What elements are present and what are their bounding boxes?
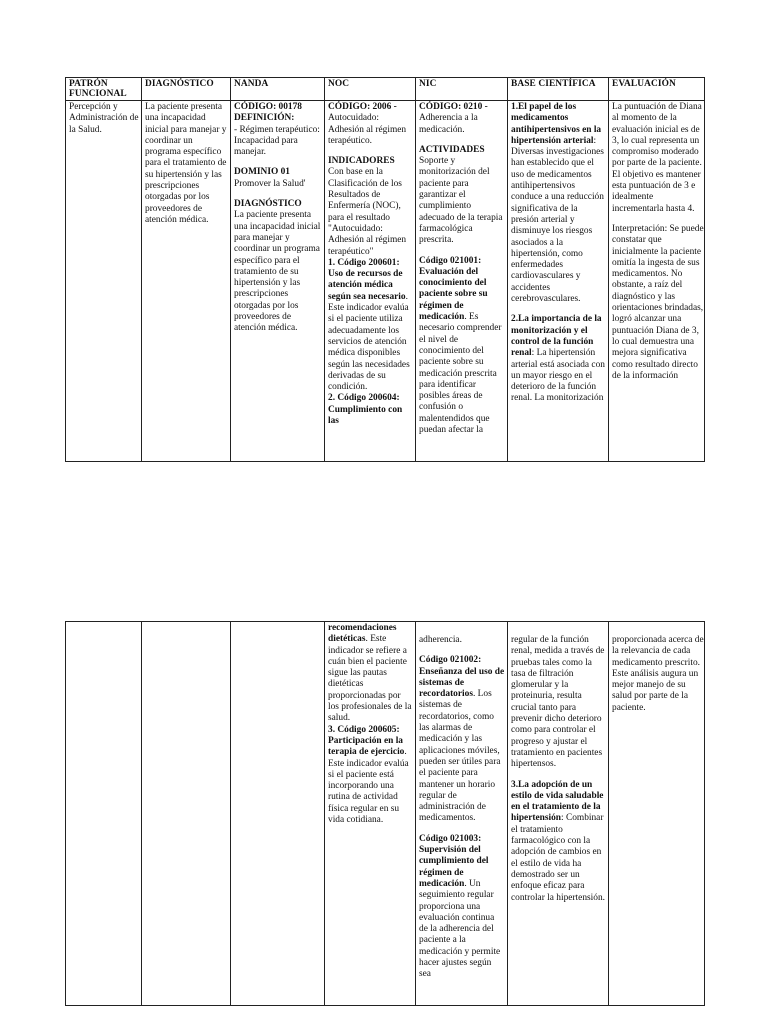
header-noc: NOC	[325, 78, 416, 100]
cell-base-cientifica-cont	[508, 622, 609, 1005]
cell-patron-funcional	[66, 101, 142, 461]
base-point-2-title: 2.La importancia de la monitorización y el control de la función renal	[511, 314, 602, 359]
base-point-2-cont: regular de la función renal, medida a través de pruebas tales como la tasa de filtración glomerular y la proteinuria, resulta crucial tanto para prevenir dicho deterioro como para controlar el progreso y ajustar el tratamiento en pacientes hipertensos.	[511, 635, 605, 770]
nic-activity-3-title: Código 021003: Supervisión del cumplimiento del régimen de medicación	[419, 833, 489, 889]
nic-actividades-text: Soporte y monitorización del paciente para garantizar el cumplimiento adecuado de la terapia farmacológica prescrita.	[419, 156, 503, 246]
nanda-dominio-text: Promover la Salud'	[234, 178, 306, 189]
care-plan-table-page-2	[65, 621, 705, 1006]
cell-diagnostico-cont	[142, 622, 231, 1005]
header-diagnostico: DIAGNÓSTICO	[142, 78, 231, 100]
cell-evaluacion-cont	[609, 622, 705, 1005]
cell-nanda-cont	[231, 622, 325, 1005]
nanda-diagnostico-text: La paciente presenta una incapacidad inicial para manejar y coordinar un programa específico para el tratamiento de su hipertensión y las prescripciones otorgadas por los proveedores de atención médica.	[234, 210, 321, 334]
header-nic: NIC	[416, 78, 508, 100]
header-evaluacion: EVALUACIÓN	[612, 79, 676, 89]
noc-item-2-title: 2. Código 200604: Cumplimiento con las	[328, 393, 403, 427]
base-point-1-title: 1.El papel de los medicamentos antihipertensivos en la hipertensión arterial	[511, 102, 602, 146]
header-base-cientifica: BASE CIENTÍFICA	[508, 78, 609, 100]
nic-activity-1-text: . Es necesario comprender el nivel de conocimiento del paciente sobre su medicación prescrita para identificar posibles áreas de confusión o malentendidos que puedan afectar la	[419, 312, 502, 436]
base-point-1-text: : Diversas investigaciones han establecido que el uso de medicamentos antihipertensivos conduce a una reducción significativa de la presión arterial y disminuye los riesgos asociados a la hipertensión, como enfermedades cardiovasculares y accidentes cerebrovasculares.	[511, 135, 604, 305]
evaluacion-paragraph-1: La puntuación de Diana al momento de la evaluación inicial es de 3, lo cual representa un compromiso moderado por parte de la paciente. El objetivo es mantener esta puntuación de 3 e idealmente incrementarla hasta 4.	[612, 102, 702, 214]
base-point-3-text: : Combinar el tratamiento farmacológico con la adopción de cambios en el estilo de vida ha demostrado ser un enfoque eficaz para controlar la hipertensión.	[511, 813, 605, 903]
cell-noc	[325, 101, 416, 461]
nic-codigo: CÓDIGO: 0210 -	[419, 102, 488, 112]
nic-activity-3-text: . Un seguimiento regular proporciona una evaluación continua de la adherencia del paciente a la medicación y permite hacer ajustes según sea	[419, 878, 501, 980]
base-point-2-text: : La hipertensión arterial está asociada con un mayor riesgo en el deterioro de la función renal. La monitorización	[511, 348, 605, 404]
cell-patron-funcional-cont	[66, 622, 142, 1005]
noc-item-2-text: . Este indicador se refiere a cuán bien el paciente sigue las pautas dietéticas proporcionadas por los profesionales de la salud.	[328, 634, 412, 724]
noc-item-3-title: 3. Código 200605: Participación en la terapia de ejercicio	[328, 724, 405, 758]
diagnostico-text: La paciente presenta una incapacidad inicial para manejar y coordinar un programa específico para el tratamiento de su hipertensión y las prescripciones otorgadas por los proveedores de atención médica.	[145, 102, 227, 225]
header-nanda: NANDA	[231, 78, 325, 100]
cell-evaluacion	[609, 101, 705, 461]
nanda-dominio: DOMINIO 01	[234, 167, 290, 178]
cell-nanda	[231, 101, 325, 461]
cell-diagnostico	[142, 101, 231, 461]
nic-actividades-label: ACTIVIDADES	[419, 144, 485, 155]
noc-item-3-text: . Este indicador evalúa si el paciente está incorporando una rutina de actividad física regular en su vida cotidiana.	[328, 747, 409, 826]
noc-item-1-title: 1. Código 200601: Uso de recursos de atención médica según sea necesario	[328, 257, 406, 302]
nic-activity-2-text: . Los sistemas de recordatorios, como las alarmas de medicación y las aplicaciones móviles, pueden ser útiles para el paciente para mantener un horario regular de administración de medicamentos.	[419, 689, 501, 824]
nic-activity-2-title: Código 021002: Enseñanza del uso de sistemas de recordatorios	[419, 655, 505, 700]
evaluacion-paragraph-2: Interpretación: Se puede constatar que inicialmente la paciente omitía la ingesta de sus medicamentos. No obstante, a raíz del diagnóstico y las orientaciones brindadas, logró alcanzar una puntuación Diana de 3, lo cual demuestra una mejora significativa como resultado directo de la información	[612, 223, 704, 381]
care-plan-table-page-1	[65, 77, 705, 462]
noc-codigo-text: Autocuidado: Adhesión al régimen terapéutico.	[328, 113, 407, 146]
nanda-diagnostico-label: DIAGNÓSTICO	[234, 199, 302, 210]
cell-nic-cont	[416, 622, 508, 1005]
nic-codigo-text: Adherencia a la medicación.	[419, 113, 478, 135]
noc-indicadores-text: Con base en la Clasificación de los Resultados de Enfermería (NOC), para el resultado "Autocuidado: Adhesión al régimen terapéutico"	[328, 167, 407, 257]
nic-activity-1-title: Código 021001: Evaluación del conocimiento del paciente sobre su régimen de medicación	[419, 255, 488, 323]
nanda-definicion-label: DEFINICIÓN:	[234, 113, 295, 124]
cell-base-cientifica	[508, 101, 609, 461]
noc-codigo: CÓDIGO: 2006 -	[328, 102, 397, 112]
nanda-definicion: - Régimen terapéutico: Incapacidad para manejar.	[234, 124, 320, 158]
cell-nic	[416, 101, 508, 461]
evaluacion-paragraph-2-cont: proporcionada acerca de la relevancia de cada medicamento prescrito. Este análisis augura un mejor manejo de su salud por parte de la paciente.	[612, 635, 704, 713]
base-point-3-title: 3.La adopción de un estilo de vida saludable en el tratamiento de la hipertensión	[511, 779, 604, 824]
noc-item-2-title-cont: recomendaciones dietéticas	[328, 623, 397, 645]
header-patron-funcional: PATRÓN FUNCIONAL	[66, 78, 142, 100]
cell-noc-cont	[325, 622, 416, 1005]
patron-text: Percepción y Administración de la Salud.	[69, 102, 139, 135]
noc-item-1-text: . Este indicador evalúa si el paciente utiliza adecuadamente los servicios de atención médica disponibles según las necesidades derivadas de su condición.	[328, 291, 410, 393]
nic-activity-1-cont: adherencia.	[419, 635, 462, 645]
noc-indicadores-label: INDICADORES	[328, 156, 395, 167]
nanda-codigo: CÓDIGO: 00178	[234, 102, 302, 112]
table-header-row	[66, 78, 704, 101]
